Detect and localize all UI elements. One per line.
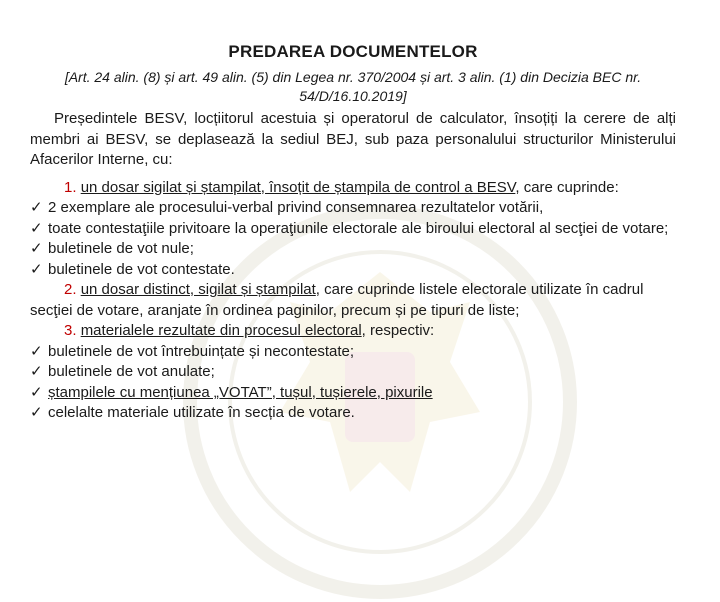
section-1-heading bbox=[30, 178, 676, 199]
section-2-rest: , care cuprinde listele electorale utilizate în cadrul secţiei de votare, aranjate în ordinea paginilor, precum și pe tipuri de liste; bbox=[30, 281, 644, 319]
checkmark-icon: ✓ bbox=[30, 240, 43, 257]
checkmark-icon: ✓ bbox=[30, 342, 43, 360]
section-3-number: 3. bbox=[64, 322, 77, 339]
section-3-heading bbox=[30, 321, 676, 342]
checkmark-icon: ✓ bbox=[30, 383, 43, 401]
checkmark-icon: ✓ bbox=[30, 404, 43, 421]
list-item-text: buletinele de vot contestate. bbox=[48, 260, 235, 278]
section-3-rest: , respectiv: bbox=[361, 322, 435, 339]
section-1-underlined: un dosar sigilat și ștampilat, însoțit de ștampila de control a BESV bbox=[80, 178, 516, 196]
list-item bbox=[30, 403, 676, 424]
section-2-number: 2. bbox=[64, 281, 77, 298]
checkmark-icon: ✓ bbox=[30, 219, 43, 237]
list-item-text: buletinele de vot nule; bbox=[48, 240, 194, 257]
list-item bbox=[30, 342, 676, 363]
section-3-underlined: materialele rezultate din procesul electoral bbox=[80, 322, 362, 339]
list-item bbox=[30, 362, 676, 383]
list-item-text: 2 exemplare ale procesului-verbal privind consemnarea rezultatelor votării, bbox=[48, 199, 544, 216]
section-2-underlined: un dosar distinct, sigilat și ștampilat bbox=[80, 281, 316, 298]
document-page bbox=[0, 42, 720, 424]
page-title: PREDAREA DOCUMENTELOR bbox=[228, 42, 478, 61]
list-item bbox=[30, 219, 676, 240]
list-item-text: buletinele de vot anulate; bbox=[48, 363, 215, 380]
section-1-number: 1. bbox=[64, 178, 77, 196]
list-item-text: buletinele de vot întrebuințate și necontestate; bbox=[48, 342, 355, 360]
list-item-text: ștampilele cu mențiunea „VOTAT”, tușul, tușierele, pixurile bbox=[48, 383, 433, 401]
section-2-heading bbox=[30, 280, 676, 321]
intro-paragraph: Președintele BESV, locțiitorul acestuia și operatorul de calculator, însoțiți la cerere de alți membri ai BESV, se deplasează la sediul BEJ, sub paza personalului structurilor Ministerului Afacerilor Interne, cu: bbox=[30, 110, 676, 168]
list-item bbox=[30, 260, 676, 281]
list-item-text: toate contestaţiile privitoare la operaţiunile electorale ale biroului electoral al secţiei de votare; bbox=[48, 219, 669, 237]
list-item-text: celelalte materiale utilizate în secția de votare. bbox=[48, 404, 355, 421]
section-1-rest: , care cuprinde: bbox=[515, 178, 619, 196]
checkmark-icon: ✓ bbox=[30, 260, 43, 278]
checkmark-icon: ✓ bbox=[30, 199, 43, 216]
list-item bbox=[30, 383, 676, 404]
list-item bbox=[30, 239, 676, 260]
legal-reference: [Art. 24 alin. (8) și art. 49 alin. (5) din Legea nr. 370/2004 și art. 3 alin. (1) din Decizia BEC nr. 54/D/16.10.2019] bbox=[64, 69, 642, 104]
list-item bbox=[30, 198, 676, 219]
checkmark-icon: ✓ bbox=[30, 363, 43, 380]
